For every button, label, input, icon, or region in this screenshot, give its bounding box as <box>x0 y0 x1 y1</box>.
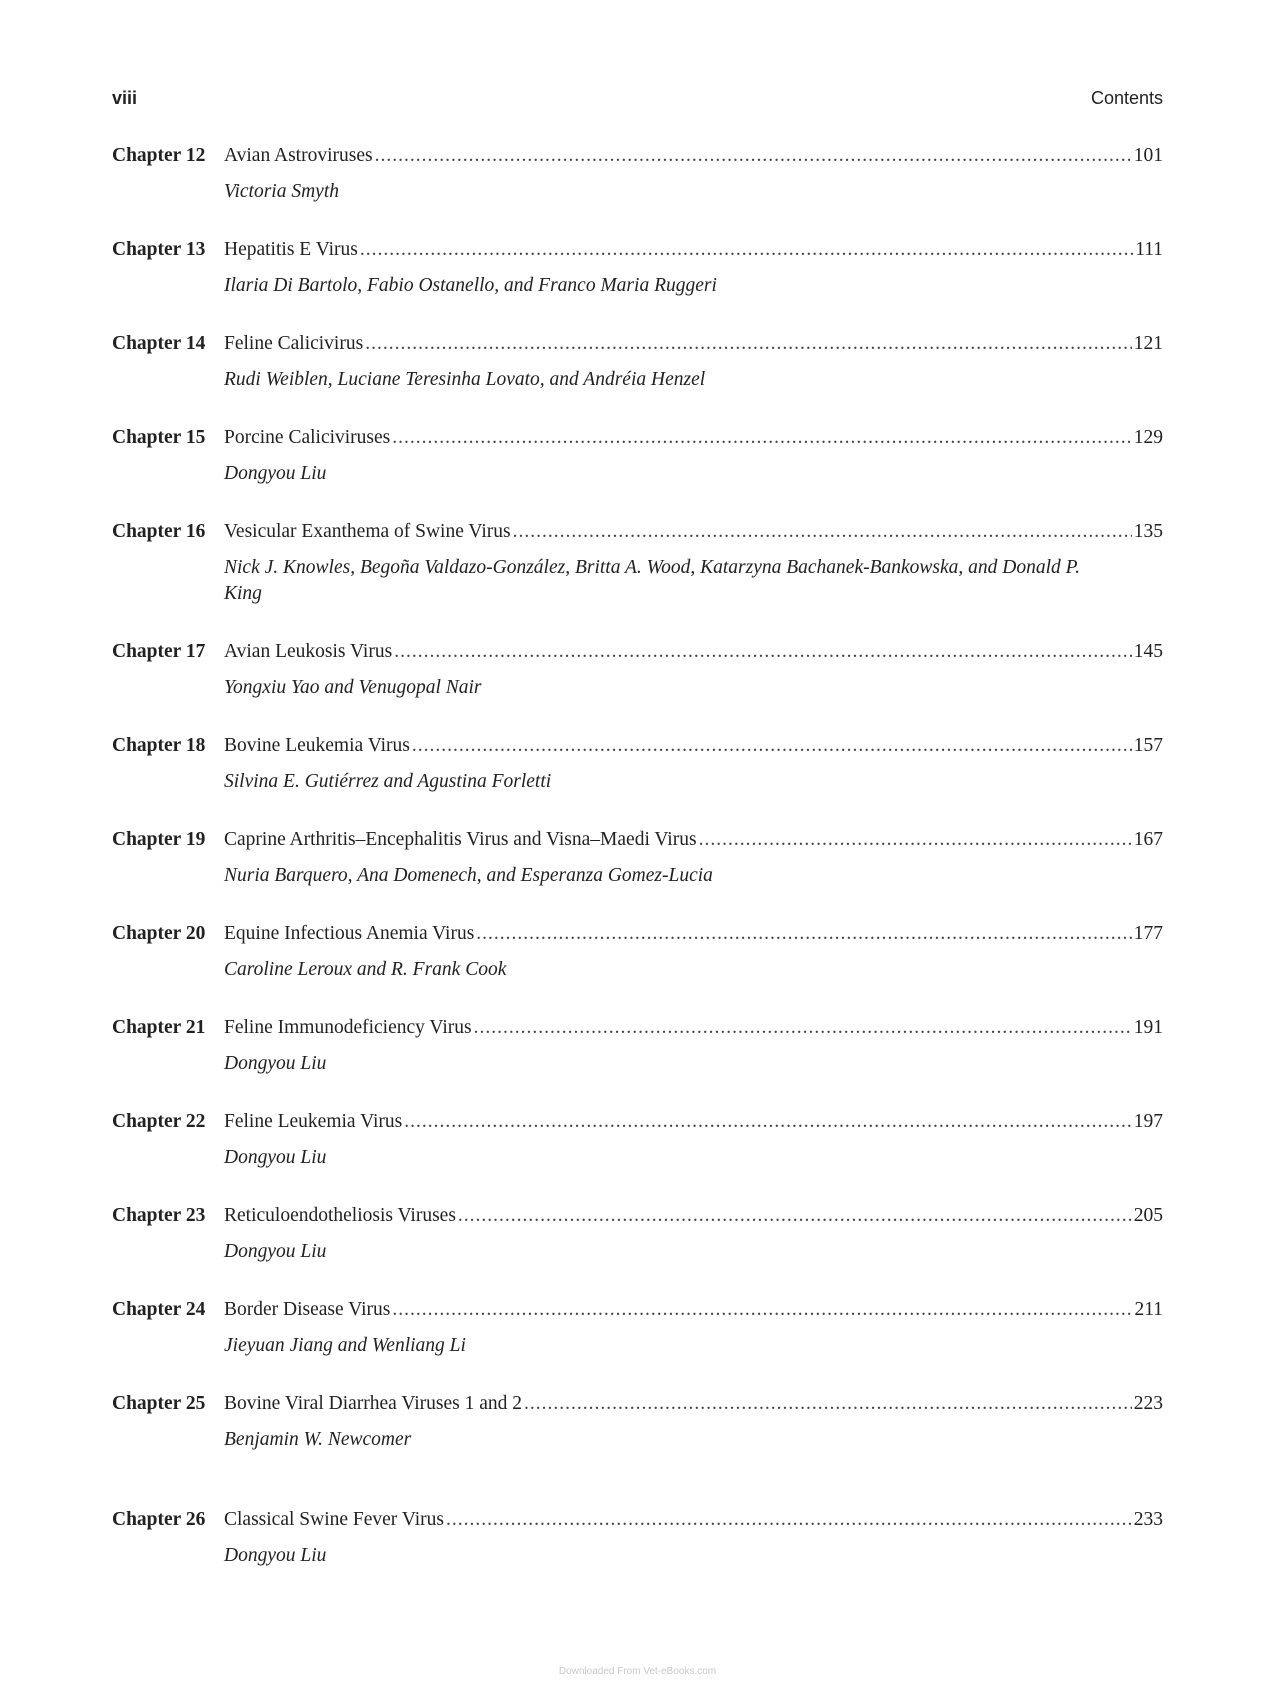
dot-leader <box>412 733 1132 759</box>
dot-leader <box>476 921 1131 947</box>
chapter-label: Chapter 19 <box>112 829 206 850</box>
dot-leader <box>392 1297 1132 1323</box>
toc-entry-chapter-13 <box>112 237 1163 299</box>
chapter-title: Porcine Caliciviruses <box>224 427 391 448</box>
chapter-authors: Dongyou Liu <box>224 463 327 484</box>
toc-entry-chapter-21 <box>112 1015 1163 1077</box>
dot-leader <box>360 237 1133 263</box>
page-ref: 101 <box>1133 145 1163 166</box>
toc-entry-chapter-25 <box>112 1391 1163 1453</box>
chapter-title: Feline Leukemia Virus <box>224 1111 403 1132</box>
dot-leader <box>394 639 1132 665</box>
chapter-authors: Nuria Barquero, Ana Domenech, and Esperanza Gomez-Lucia <box>224 865 713 886</box>
page-ref: 211 <box>1134 1299 1163 1320</box>
running-head: Contents <box>1090 88 1163 108</box>
chapter-title: Vesicular Exanthema of Swine Virus <box>224 521 511 542</box>
page-ref: 129 <box>1133 427 1163 448</box>
toc-entry-chapter-24 <box>112 1297 1163 1359</box>
page-ref: 111 <box>1135 239 1163 260</box>
chapter-label: Chapter 23 <box>112 1205 206 1226</box>
chapter-label: Chapter 24 <box>112 1299 206 1320</box>
toc-entry-chapter-23 <box>112 1203 1163 1265</box>
dot-leader <box>392 425 1131 451</box>
page-ref: 145 <box>1133 641 1163 662</box>
chapter-label: Chapter 20 <box>112 923 206 944</box>
chapter-authors: Victoria Smyth <box>224 181 339 202</box>
chapter-authors: Dongyou Liu <box>224 1147 327 1168</box>
toc-entry-chapter-26 <box>112 1507 1163 1569</box>
dot-leader <box>699 827 1132 853</box>
chapter-label: Chapter 26 <box>112 1509 206 1530</box>
page-ref: 223 <box>1133 1393 1163 1414</box>
toc-entry-chapter-22 <box>112 1109 1163 1171</box>
chapter-authors: Dongyou Liu <box>224 1241 327 1262</box>
chapter-label: Chapter 17 <box>112 641 206 662</box>
chapter-label: Chapter 14 <box>112 333 206 354</box>
page-ref: 197 <box>1133 1111 1163 1132</box>
chapter-label: Chapter 13 <box>112 239 206 260</box>
dot-leader <box>404 1109 1131 1135</box>
chapter-authors: Ilaria Di Bartolo, Fabio Ostanello, and Franco Maria Ruggeri <box>224 275 717 296</box>
dot-leader <box>474 1015 1132 1041</box>
chapter-title: Bovine Viral Diarrhea Viruses 1 and 2 <box>224 1393 523 1414</box>
toc-entry-chapter-19 <box>112 827 1163 889</box>
chapter-title: Feline Calicivirus <box>224 333 364 354</box>
toc-entry-chapter-12 <box>112 143 1163 205</box>
chapter-title: Hepatitis E Virus <box>224 239 358 260</box>
chapter-title: Reticuloendotheliosis Viruses <box>224 1205 456 1226</box>
toc-entry-chapter-18 <box>112 733 1163 795</box>
chapter-title: Bovine Leukemia Virus <box>224 735 410 756</box>
dot-leader <box>375 143 1132 169</box>
chapter-authors: Nick J. Knowles, Begoña Valdazo-González, Britta A. Wood, Katarzyna Bachanek-Bankowska, and Donald P. King <box>224 557 1080 604</box>
chapter-authors: Silvina E. Gutiérrez and Agustina Forletti <box>224 771 552 792</box>
chapter-label: Chapter 18 <box>112 735 206 756</box>
chapter-title: Equine Infectious Anemia Virus <box>224 923 475 944</box>
page-ref: 167 <box>1133 829 1163 850</box>
chapter-label: Chapter 22 <box>112 1111 206 1132</box>
dot-leader <box>524 1391 1132 1417</box>
toc-entry-chapter-15 <box>112 425 1163 487</box>
page-ref: 177 <box>1133 923 1163 944</box>
chapter-authors: Caroline Leroux and R. Frank Cook <box>224 959 507 980</box>
chapter-label: Chapter 12 <box>112 145 206 166</box>
chapter-authors: Benjamin W. Newcomer <box>224 1429 412 1450</box>
toc-entry-chapter-20 <box>112 921 1163 983</box>
download-watermark: Downloaded From Vet-eBooks.com <box>558 1666 717 1677</box>
chapter-authors: Dongyou Liu <box>224 1545 327 1566</box>
page-ref: 157 <box>1133 735 1163 756</box>
dot-leader <box>458 1203 1132 1229</box>
dot-leader <box>513 519 1132 545</box>
page-ref: 205 <box>1133 1205 1163 1226</box>
toc-entry-chapter-16 <box>112 519 1163 607</box>
chapter-authors: Jieyuan Jiang and Wenliang Li <box>224 1335 466 1356</box>
page-ref: 135 <box>1133 521 1163 542</box>
page-ref: 121 <box>1133 333 1163 354</box>
chapter-title: Classical Swine Fever Virus <box>224 1509 444 1530</box>
chapter-title: Border Disease Virus <box>224 1299 391 1320</box>
dot-leader <box>446 1507 1132 1533</box>
dot-leader <box>365 331 1132 357</box>
toc-entry-chapter-14 <box>112 331 1163 393</box>
chapter-label: Chapter 16 <box>112 521 206 542</box>
chapter-label: Chapter 25 <box>112 1393 206 1414</box>
chapter-title: Avian Astroviruses <box>224 145 373 166</box>
chapter-authors: Yongxiu Yao and Venugopal Nair <box>224 677 482 698</box>
page-ref: 191 <box>1133 1017 1163 1038</box>
chapter-authors: Dongyou Liu <box>224 1053 327 1074</box>
chapter-title: Avian Leukosis Virus <box>224 641 393 662</box>
toc-entry-chapter-17 <box>112 639 1163 701</box>
table-of-contents <box>112 143 1163 1601</box>
chapter-authors: Rudi Weiblen, Luciane Teresinha Lovato, and Andréia Henzel <box>224 369 706 390</box>
page-number: viii <box>112 88 138 108</box>
chapter-label: Chapter 21 <box>112 1017 206 1038</box>
chapter-title: Caprine Arthritis–Encephalitis Virus and Visna–Maedi Virus <box>224 829 697 850</box>
chapter-title: Feline Immunodeficiency Virus <box>224 1017 472 1038</box>
chapter-label: Chapter 15 <box>112 427 206 448</box>
page-ref: 233 <box>1133 1509 1163 1530</box>
